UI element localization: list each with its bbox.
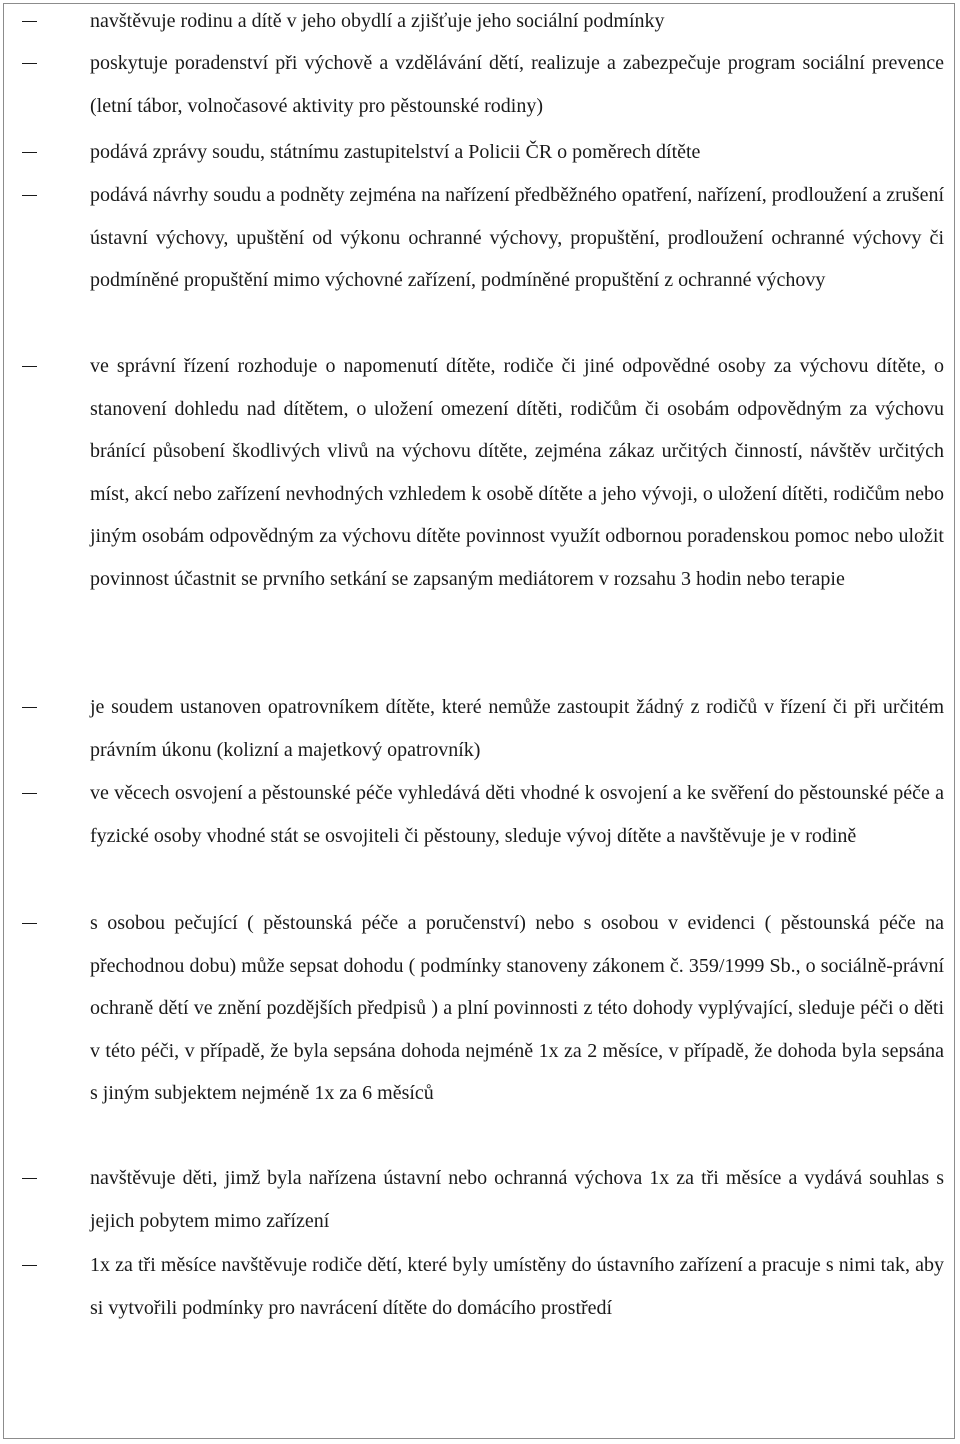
list-item bbox=[90, 0, 944, 43]
list-item-text: podává zprávy soudu, státnímu zastupitelství a Policii ČR o poměrech dítěte bbox=[90, 141, 701, 163]
list-item-text: ve věcech osvojení a pěstounské péče vyhledává děti vhodné k osvojení a ke svěření do pěstounské péče a fyzické osoby vhodné stát se osvojiteli či pěstouny, sleduje vývoj dítěte a navštěvuje je v rodině bbox=[90, 782, 944, 847]
list-item-text: poskytuje poradenství při výchově a vzdělávání dětí, realizuje a zabezpečuje program sociální prevence (letní tábor, volnočasové aktivity pro pěstounské rodiny) bbox=[90, 52, 944, 117]
list-item bbox=[90, 902, 944, 1115]
dash-bullet-icon bbox=[22, 793, 37, 794]
dash-bullet-icon bbox=[22, 366, 37, 367]
list-item-text: ve správní řízení rozhoduje o napomenutí dítěte, rodiče či jiné odpovědné osoby za výchovu dítěte, o stanovení dohledu nad dítětem, o uložení omezení dítěti, rodičům či osobám odpovědným za výchovu bránící působení škodlivých vlivů na výchovu dítěte, zejména zákaz určitých činností, návštěv určitých míst, akcí nebo zařízení nevhodných vzhledem k osobě dítěte a jeho vývoji, o uložení dítěti, rodičům nebo jiným osobám odpovědným za výchovu dítěte povinnost využít odbornou poradenskou pomoc nebo uložit povinnost účastnit se prvního setkání se zapsaným mediátorem v rozsahu 3 hodin nebo terapie bbox=[90, 355, 944, 590]
list-item-text: navštěvuje děti, jimž byla nařízena ústavní nebo ochranná výchova 1x za tři měsíce a vydává souhlas s jejich pobytem mimo zařízení bbox=[90, 1167, 944, 1232]
list-item-text: je soudem ustanoven opatrovníkem dítěte, které nemůže zastoupit žádný z rodičů v řízení či při určitém právním úkonu (kolizní a majetkový opatrovník) bbox=[90, 696, 944, 761]
dash-bullet-icon bbox=[22, 1265, 37, 1266]
list-item-text: s osobou pečující ( pěstounská péče a poručenství) nebo s osobou v evidenci ( pěstounská péče na přechodnou dobu) může sepsat dohodu ( podmínky stanoveny zákonem č. 359/1999 Sb., o sociálně-právní ochraně dětí ve znění pozdějších předpisů ) a plní povinnosti z této dohody vyplývající, sleduje péči o děti v této péči, v případě, že byla sepsána dohoda nejméně 1x za 2 měsíce, v případě, že dohoda byla sepsána s jiným subjektem nejméně 1x za 6 měsíců bbox=[90, 912, 944, 1104]
dash-bullet-icon bbox=[22, 21, 37, 22]
list-item bbox=[90, 131, 944, 174]
dash-bullet-icon bbox=[22, 195, 37, 196]
list-item-text: 1x za tři měsíce navštěvuje rodiče dětí, které byly umístěny do ústavního zařízení a pracuje s nimi tak, aby si vytvořili podmínky pro navrácení dítěte do domácího prostředí bbox=[90, 1254, 944, 1319]
dash-bullet-icon bbox=[22, 63, 37, 64]
list-item bbox=[90, 174, 944, 302]
list-item bbox=[90, 345, 944, 600]
list-item-text: podává návrhy soudu a podněty zejména na nařízení předběžného opatření, nařízení, prodloužení a zrušení ústavní výchovy, upuštění od výkonu ochranné výchovy, propuštění, prodloužení ochranné výchovy či podmíněné propuštění mimo výchovné zařízení, podmíněné propuštění z ochranné výchovy bbox=[90, 184, 944, 291]
list-item bbox=[90, 772, 944, 857]
list-item bbox=[90, 42, 944, 127]
dash-bullet-icon bbox=[22, 152, 37, 153]
dash-bullet-icon bbox=[22, 707, 37, 708]
dash-bullet-icon bbox=[22, 923, 37, 924]
list-item bbox=[90, 686, 944, 771]
dash-bullet-icon bbox=[22, 1178, 37, 1179]
list-item-text: navštěvuje rodinu a dítě v jeho obydlí a zjišťuje jeho sociální podmínky bbox=[90, 10, 665, 32]
list-item bbox=[90, 1157, 944, 1242]
list-item bbox=[90, 1244, 944, 1329]
